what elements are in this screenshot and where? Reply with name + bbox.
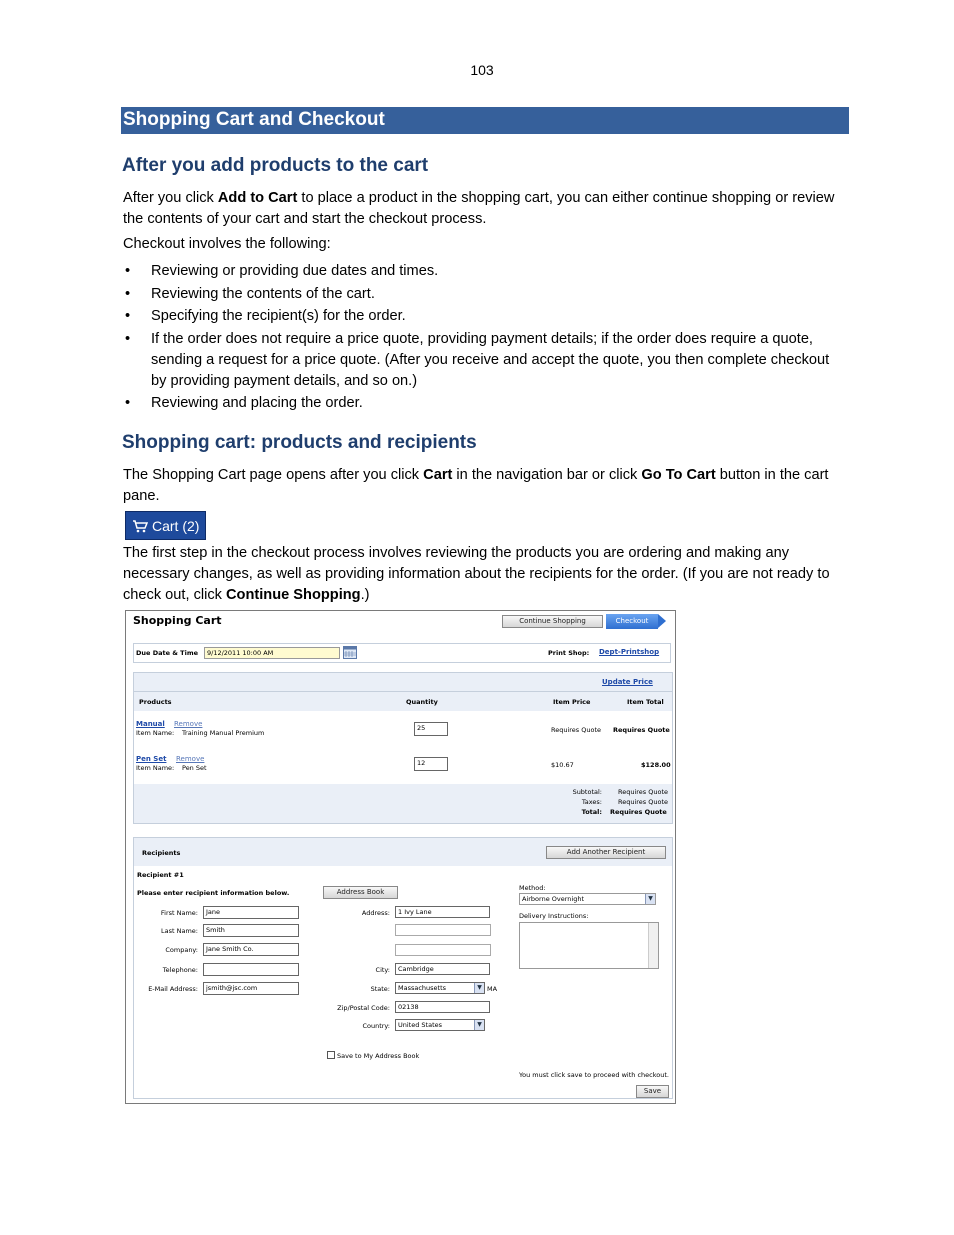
- cart-nav-button[interactable]: [125, 511, 206, 540]
- save-button[interactable]: Save: [636, 1085, 669, 1098]
- chevron-down-icon: ▼: [645, 894, 655, 904]
- recipients-title: Recipients: [142, 849, 181, 857]
- continue-shopping-button[interactable]: Continue Shopping: [502, 615, 603, 628]
- checkout-intro: Checkout involves the following:: [123, 236, 331, 252]
- text: button in the cart pane.: [123, 467, 829, 504]
- last-name-input[interactable]: Smith: [203, 924, 299, 937]
- heading-after-add-products: After you add products to the cart: [122, 155, 429, 176]
- first-name-input[interactable]: Jane: [203, 906, 299, 919]
- address-line1-input[interactable]: 1 Ivy Lane: [395, 906, 490, 918]
- taxes-value: Requires Quote: [618, 798, 669, 806]
- recipient-heading: Recipient #1: [137, 871, 184, 879]
- textarea-scrollbar[interactable]: [648, 923, 658, 968]
- checkout-button[interactable]: Checkout: [606, 614, 658, 629]
- country-select[interactable]: [395, 1019, 485, 1031]
- item-price: Requires Quote: [551, 726, 602, 734]
- cart-page-paragraph: [123, 465, 835, 507]
- remove-link[interactable]: Remove: [174, 720, 203, 728]
- list-item: • Reviewing or providing due dates and times.: [123, 261, 835, 282]
- checkout-steps-list: [123, 261, 835, 416]
- total-value: Requires Quote: [610, 808, 667, 816]
- item-name-label: Item Name:: [136, 764, 175, 772]
- bold-text: Go To Cart: [641, 467, 716, 483]
- chevron-down-icon: ▼: [474, 1020, 484, 1030]
- calendar-icon[interactable]: [343, 646, 357, 659]
- product-link-manual[interactable]: Manual: [136, 720, 165, 728]
- state-select[interactable]: [395, 982, 485, 994]
- cart-button-label: Cart (2): [152, 517, 200, 534]
- telephone-input[interactable]: [203, 963, 299, 976]
- remove-link[interactable]: Remove: [176, 755, 205, 763]
- last-name-label: Last Name:: [161, 927, 198, 935]
- column-header-quantity: Quantity: [406, 698, 438, 706]
- delivery-instructions-textarea[interactable]: [519, 922, 659, 969]
- text: After you click: [123, 190, 218, 206]
- checkout-arrow-icon: [658, 614, 666, 628]
- column-header-products: Products: [139, 698, 172, 706]
- column-header-item-price: Item Price: [553, 698, 591, 706]
- checkout-step-paragraph: [123, 543, 835, 606]
- first-name-label: First Name:: [160, 909, 198, 917]
- print-shop-link[interactable]: Dept-Printshop: [599, 648, 660, 656]
- telephone-label: Telephone:: [162, 966, 198, 974]
- section-title-bar: Shopping Cart and Checkout: [121, 107, 849, 134]
- due-date-label: Due Date & Time: [136, 649, 199, 657]
- method-select-value: Airborne Overnight: [522, 895, 585, 903]
- address-line2-input[interactable]: [395, 924, 491, 936]
- shopping-cart-title: Shopping Cart: [133, 614, 222, 627]
- item-name-value: Pen Set: [182, 764, 207, 772]
- due-date-panel: [133, 643, 671, 663]
- text: to place a product in the shopping cart, you can either continue shopping or review the contents of your cart and start the checkout process.: [123, 190, 835, 227]
- text: The Shopping Cart page opens after you click: [123, 467, 424, 483]
- products-panel: [133, 672, 673, 824]
- intro-paragraph: [123, 188, 835, 230]
- item-total: Requires Quote: [613, 726, 670, 734]
- bold-text: Add to Cart: [217, 190, 298, 206]
- text: in the navigation bar or click: [452, 467, 642, 483]
- company-label: Company:: [165, 946, 198, 954]
- list-item: • Reviewing and placing the order.: [123, 393, 835, 414]
- column-header-item-total: Item Total: [627, 698, 664, 706]
- product-link-pen-set[interactable]: Pen Set: [136, 755, 167, 763]
- country-select-value: United States: [398, 1021, 443, 1029]
- recipients-panel: [133, 837, 673, 1099]
- delivery-instructions-label: Delivery Instructions:: [519, 912, 589, 920]
- zip-input[interactable]: 02138: [395, 1001, 490, 1013]
- state-abbreviation: MA: [487, 985, 498, 993]
- cart-icon: [132, 519, 148, 533]
- item-name-label: Item Name:: [136, 729, 175, 737]
- recipient-instructions: Please enter recipient information below.: [137, 889, 290, 897]
- method-select[interactable]: [519, 893, 656, 905]
- list-item: • Reviewing the contents of the cart.: [123, 284, 835, 305]
- method-label: Method:: [519, 884, 546, 892]
- subtotal-label: Subtotal:: [572, 788, 602, 796]
- email-label: E-Mail Address:: [148, 985, 198, 993]
- heading-shopping-cart: Shopping cart: products and recipients: [122, 432, 477, 453]
- item-name-value: Training Manual Premium: [182, 729, 265, 737]
- print-shop-label: Print Shop:: [548, 649, 590, 657]
- state-label: State:: [370, 985, 390, 993]
- city-label: City:: [375, 966, 390, 974]
- address-line3-input[interactable]: [395, 944, 491, 956]
- product-rows: [134, 711, 672, 784]
- country-label: Country:: [362, 1022, 390, 1030]
- save-address-checkbox[interactable]: [327, 1051, 335, 1059]
- divider: [134, 691, 672, 692]
- list-item: • If the order does not require a price quote, providing payment details; if the order does require a quote, sending a request for a price quote. (After you receive and accept the quote, you then complete checkout by providing payment details, and so on.): [123, 329, 835, 392]
- page-number: 103: [470, 62, 494, 78]
- state-select-value: Massachusetts: [398, 984, 447, 992]
- taxes-label: Taxes:: [581, 798, 602, 806]
- save-address-label: Save to My Address Book: [337, 1052, 420, 1060]
- company-input[interactable]: Jane Smith Co.: [203, 943, 299, 956]
- text: .): [360, 587, 370, 603]
- quantity-input[interactable]: 12: [414, 757, 448, 771]
- address-label: Address:: [361, 909, 390, 917]
- address-book-button[interactable]: Address Book: [323, 886, 398, 899]
- text: The first step in the checkout process involves reviewing the products you are ordering and making any necessary changes, as well as providing information about the recipients for the order. (If you are not ready to check out, click: [123, 545, 830, 603]
- quantity-input[interactable]: 25: [414, 722, 448, 736]
- save-note: You must click save to proceed with checkout.: [519, 1071, 669, 1079]
- zip-label: Zip/Postal Code:: [337, 1004, 390, 1012]
- due-date-input[interactable]: 9/12/2011 10:00 AM: [204, 647, 340, 659]
- item-price: $10.67: [551, 761, 574, 769]
- item-total: $128.00: [641, 761, 671, 769]
- bold-text: Cart: [423, 467, 453, 483]
- city-input[interactable]: Cambridge: [395, 963, 490, 975]
- add-another-recipient-button[interactable]: Add Another Recipient: [546, 846, 666, 859]
- subtotal-value: Requires Quote: [618, 788, 669, 796]
- bold-text: Continue Shopping: [226, 587, 361, 603]
- shopping-cart-screenshot: [125, 610, 676, 1104]
- chevron-down-icon: ▼: [474, 983, 484, 993]
- email-input[interactable]: jsmith@jsc.com: [203, 982, 299, 995]
- update-price-link[interactable]: Update Price: [602, 678, 653, 686]
- total-label: Total:: [581, 808, 602, 816]
- list-item: • Specifying the recipient(s) for the order.: [123, 306, 835, 327]
